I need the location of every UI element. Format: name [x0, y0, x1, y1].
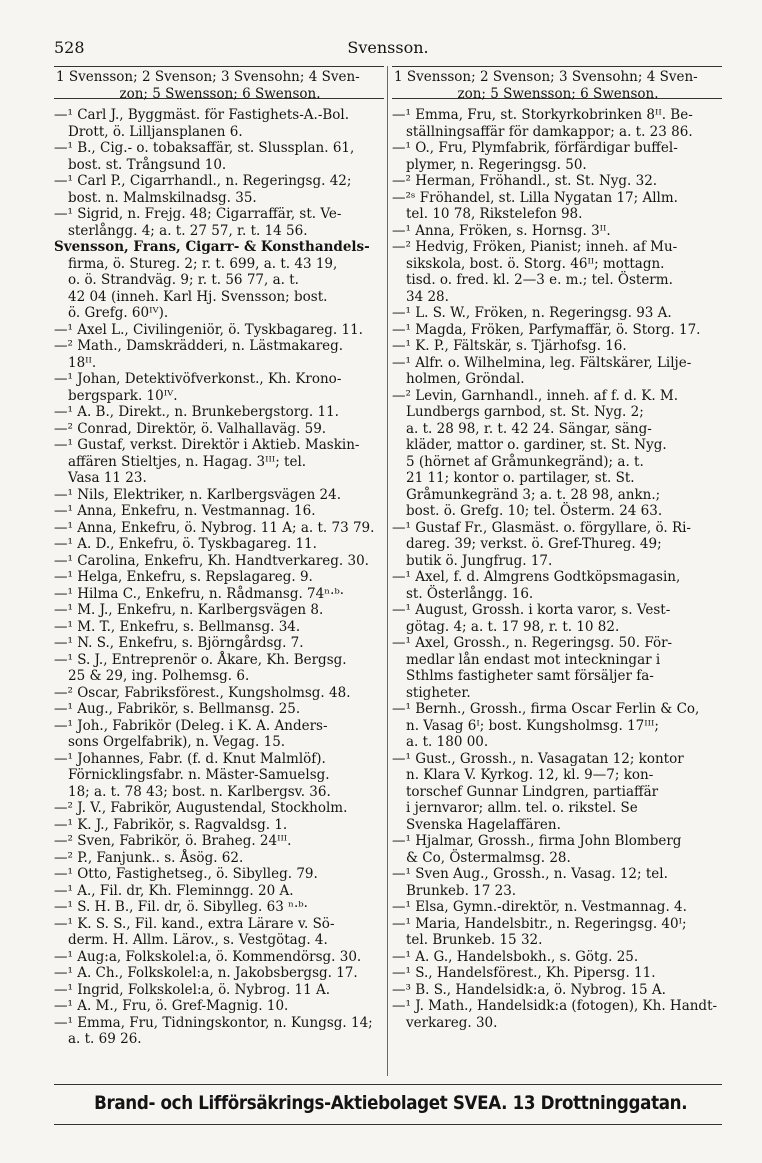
entry-line: —¹ N. S., Enkefru, s. Björngårdsg. 7. [54, 635, 304, 651]
entry-line: —¹ Emma, Fru, Tidningskontor, n. Kungsg. 14; [54, 1014, 373, 1031]
entry-line: Vasa 11 23. [68, 470, 147, 486]
entry-line: Gråmunkegränd 3; a. t. 28 98, ankn.; [406, 486, 661, 503]
entry-line: —² Math., Damskrädderi, n. Lästmakareg. [54, 338, 344, 354]
directory-entry [54, 965, 384, 982]
directory-entry [54, 850, 384, 867]
directory-entry [54, 140, 384, 173]
entry-line: —¹ Axel, Grossh., n. Regeringsg. 50. För- [392, 635, 673, 651]
directory-entry [392, 602, 722, 635]
entry-line: verkareg. 30. [406, 1014, 498, 1031]
directory-entry [392, 701, 722, 751]
entry-line: butik ö. Jungfrug. 17. [406, 552, 553, 569]
directory-entry [54, 817, 384, 834]
directory-entry [54, 338, 384, 371]
entry-line: —¹ Elsa, Gymn.-direktör, n. Vestmannag. 4. [392, 899, 687, 915]
entry-line: —¹ Ingrid, Folkskolel:a, ö. Nybrog. 11 A. [54, 981, 331, 998]
entry-line: —¹ Aug:a, Folkskolel:a, ö. Kommendörsg. 30. [54, 948, 362, 965]
directory-entry [54, 569, 384, 586]
advert-top-rule [54, 1084, 722, 1085]
entry-line: —¹ S., Handelsförest., Kh. Pipersg. 11. [392, 965, 656, 981]
directory-entry [54, 833, 384, 850]
entry-line: —¹ A., Fil. dr, Kh. Fleminngg. 20 A. [54, 882, 294, 899]
entry-line: —¹ Sven Aug., Grossh., n. Vasag. 12; tel. [392, 866, 668, 882]
entry-line: götag. 4; a. t. 17 98, r. t. 10 82. [406, 618, 620, 635]
spelling-variants-header [392, 66, 722, 102]
entry-line: tisd. o. fred. kl. 2—3 e. m.; tel. Österm. [406, 272, 673, 288]
entry-line: —¹ Johannes, Fabr. (f. d. Knut Malmlöf). [54, 750, 326, 767]
entry-line: —¹ Johan, Detektivöfverkonst., Kh. Krono- [54, 371, 342, 387]
entry-line: —¹ Hilma C., Enkefru, n. Rådmansg. 74ⁿ·ᵇ· [54, 585, 345, 602]
entry-line: —¹ Joh., Fabrikör (Deleg. i K. A. Anders- [54, 717, 328, 734]
entry-line: —²ˢ Fröhandel, st. Lilla Nygatan 17; Allm. [392, 189, 678, 206]
entry-line: —² J. V., Fabrikör, Augustendal, Stockholm. [54, 800, 348, 816]
directory-entry [392, 998, 722, 1031]
directory-entry [54, 239, 384, 322]
entry-line: & Co, Östermalmsg. 28. [406, 849, 571, 866]
directory-entry [54, 800, 384, 817]
entry-line: —¹ Gust., Grossh., n. Vasagatan 12; kontor [392, 750, 684, 767]
entry-line: —¹ Aug., Fabrikör, s. Bellmansg. 25. [54, 701, 301, 717]
entry-line: —² Levin, Garnhandl., inneh. af f. d. K. M. [392, 387, 679, 404]
entry-line: Förnicklingsfabr. n. Mäster-Samuelsg. [68, 767, 330, 783]
entry-line: st. Österlångg. 16. [406, 585, 534, 602]
directory-entry [54, 916, 384, 949]
entry-line: —¹ M. J., Enkefru, n. Karlbergsvägen 8. [54, 602, 324, 618]
entry-line: a. t. 180 00. [406, 734, 489, 750]
entry-line: —¹ Anna, Enkefru, n. Vestmannag. 16. [54, 503, 316, 519]
entry-line: —¹ Anna, Fröken, s. Hornsg. 3ᴵᴵ. [392, 222, 611, 239]
directory-entry [54, 899, 384, 916]
entry-line: n. Vasag 6ᴵ; bost. Kungsholmsg. 17ᴵᴵᴵ; [406, 717, 659, 734]
directory-entry [392, 866, 722, 899]
directory-entry [392, 635, 722, 701]
entry-line: —¹ A. D., Enkefru, ö. Tyskbagareg. 11. [54, 536, 317, 552]
directory-entry [392, 982, 722, 999]
entry-line: —¹ A. Ch., Folkskolel:a, n. Jakobsbergsg. 17. [54, 965, 358, 981]
directory-entry [54, 685, 384, 702]
columns [54, 66, 722, 1076]
column-divider [387, 66, 388, 1076]
entry-line: 5 (hörnet af Gråmunkegränd); a. t. [406, 453, 644, 470]
entry-line: a. t. 28 98, r. t. 42 24. Sängar, säng- [406, 420, 652, 437]
directory-entry [392, 833, 722, 866]
entry-line: bost. ö. Grefg. 10; tel. Österm. 24 63. [406, 503, 663, 519]
directory-entry [392, 388, 722, 520]
entry-line: tel. 10 78, Rikstelefon 98. [406, 206, 583, 222]
entry-line: —¹ A. G., Handelsbokh., s. Götg. 25. [392, 948, 639, 965]
directory-entry [54, 107, 384, 140]
entry-line: 42 04 (inneh. Karl Hj. Svensson; bost. [68, 288, 328, 305]
page-number: 528 [54, 38, 85, 57]
entry-line: —¹ Helga, Enkefru, s. Repslagareg. 9. [54, 569, 313, 585]
entry-line: —¹ S. H. B., Fil. dr, ö. Sibylleg. 63 ⁿ·ᵇ· [54, 899, 308, 915]
directory-entry [54, 883, 384, 900]
page-header [54, 38, 722, 62]
entry-line: bost. st. Trångsund 10. [68, 156, 227, 173]
entry-line: —¹ Carolina, Enkefru, Kh. Handtverkareg. 30. [54, 552, 369, 569]
entry-line: —¹ Otto, Fastighetseg., ö. Sibylleg. 79. [54, 866, 318, 882]
entry-line: i jernvaror; allm. tel. o. rikstel. Se [406, 800, 638, 816]
entry-line: —² Conrad, Direktör, ö. Valhallaväg. 59. [54, 420, 327, 437]
entry-line: —¹ Sigrid, n. Frejg. 48; Cigarraffär, st. Ve- [54, 206, 342, 222]
directory-entry [54, 998, 384, 1015]
entry-line: sons Orgelfabrik), n. Vegag. 15. [68, 734, 286, 750]
entry-line: bost. n. Malmskilnadsg. 35. [68, 189, 257, 206]
directory-entry [392, 899, 722, 916]
directory-entry [54, 536, 384, 553]
entry-line: —¹ Magda, Fröken, Parfymaffär, ö. Storg. 17. [392, 321, 701, 338]
entry-line: Sthlms fastigheter samt försäljer fa- [406, 668, 654, 684]
directory-entry [54, 718, 384, 751]
directory-entry [54, 553, 384, 570]
entry-line: n. Klara V. Kyrkog. 12, kl. 9—7; kon- [406, 767, 654, 783]
entry-line: dareg. 39; verkst. ö. Gref-Thureg. 49; [406, 536, 662, 552]
directory-entry [54, 949, 384, 966]
entry-line: —² P., Fanjunk.. s. Åsög. 62. [54, 849, 244, 866]
directory-entry [392, 173, 722, 190]
entry-line: —² Oscar, Fabriksförest., Kungsholmsg. 48. [54, 684, 351, 701]
advert-bottom-rule [54, 1124, 722, 1125]
entry-line: holmen, Gröndal. [406, 371, 525, 387]
directory-entry [392, 305, 722, 322]
directory-entry [392, 916, 722, 949]
directory-entry [54, 371, 384, 404]
entry-line: —¹ Hjalmar, Grossh., firma John Blomberg [392, 833, 682, 849]
entry-line: Svenska Hagelaffären. [406, 816, 561, 833]
entry-line: 18; a. t. 78 43; bost. n. Karlbergsv. 36. [68, 783, 331, 800]
entry-line: —¹ K. S. S., Fil. kand., extra Lärare v. Sö- [54, 915, 335, 932]
entry-line: —¹ Anna, Enkefru, ö. Nybrog. 11 A; a. t. 73 79. [54, 519, 375, 536]
entry-line: —¹ Emma, Fru, st. Storkyrkobrinken 8ᴵᴵ. Be- [392, 107, 693, 123]
entry-line: —¹ Gustaf Fr., Glasmäst. o. förgyllare, ö. Ri- [392, 519, 691, 536]
directory-entry [392, 239, 722, 305]
entry-line: derm. H. Allm. Lärov., s. Vestgötag. 4. [68, 932, 328, 948]
entry-line: 25 & 29, ing. Polhemsg. 6. [68, 668, 250, 684]
directory-entry [392, 965, 722, 982]
entry-line: —¹ Axel L., Civilingeniör, ö. Tyskbagareg. 11. [54, 321, 363, 338]
directory-entry [392, 322, 722, 339]
entry-line: —¹ Bernh., Grossh., firma Oscar Ferlin & Co, [392, 701, 700, 717]
entry-line: kläder, mattor o. gardiner, st. St. Nyg. [406, 437, 667, 453]
entry-line: a. t. 69 26. [68, 1031, 142, 1047]
entry-line: —¹ Maria, Handelsbitr., n. Regeringsg. 40ᴵ; [392, 915, 687, 932]
running-head: Svensson. [347, 38, 429, 57]
entry-line: torschef Gunnar Lindgren, partiaffär [406, 783, 659, 800]
entry-line: —¹ M. T., Enkefru, s. Bellmansg. 34. [54, 618, 301, 635]
entry-line: —¹ Alfr. o. Wilhelmina, leg. Fältskärer, Lilje- [392, 354, 692, 371]
entry-line: —² Hedvig, Fröken, Pianist; inneh. af Mu- [392, 239, 678, 255]
entry-line: sikskola, bost. ö. Storg. 46ᴵᴵ; mottagn. [406, 255, 665, 272]
spelling-variants-header [54, 66, 384, 102]
entry-line: Lundbergs garnbod, st. St. Nyg. 2; [406, 404, 644, 420]
directory-entry [54, 866, 384, 883]
directory-entry [54, 404, 384, 421]
entry-line: —¹ A. M., Fru, ö. Gref-Magnig. 10. [54, 998, 289, 1014]
header-line: 1 Svensson; 2 Svenson; 3 Svensohn; 4 Sven- [394, 69, 698, 85]
entry-line: 21 11; kontor o. partilager, st. St. [406, 470, 635, 486]
directory-entry [392, 140, 722, 173]
entry-line: ö. Grefg. 60ᴵⱽ). [68, 305, 169, 321]
directory-entry [54, 982, 384, 999]
entry-line: —¹ K. P., Fältskär, s. Tjärhofsg. 16. [392, 338, 627, 354]
entry-line: —¹ Nils, Elektriker, n. Karlbergsvägen 24. [54, 486, 342, 503]
directory-entry [54, 635, 384, 652]
entry-line: tel. Brunkeb. 15 32. [406, 932, 543, 948]
advert-banner: Brand- och Lifförsäkrings-Aktiebolaget SVEA. 13 Drottninggatan. [94, 1092, 688, 1114]
entry-line: —¹ A. B., Direkt., n. Brunkebergstorg. 11. [54, 404, 339, 420]
directory-entry [54, 206, 384, 239]
directory-entry [54, 520, 384, 537]
entry-line: —¹ B., Cig.- o. tobaksaffär, st. Slussplan. 61, [54, 140, 355, 156]
entry-line: —¹ August, Grossh. i korta varor, s. Vest- [392, 602, 671, 618]
directory-entry [392, 107, 722, 140]
header-line: zon; 5 Swensson; 6 Swenson. [119, 85, 321, 102]
directory-entry [54, 602, 384, 619]
entry-line: firma, ö. Stureg. 2; r. t. 699, a. t. 43 19, [68, 255, 338, 272]
left-entries [54, 107, 384, 1048]
entry-line: Svensson, Frans, Cigarr- & Konsthandels- [54, 239, 370, 255]
entry-line: —¹ J. Math., Handelsidk:a (fotogen), Kh. Handt- [392, 998, 718, 1014]
directory-entry [392, 338, 722, 355]
entry-line: —¹ Gustaf, verkst. Direktör i Aktieb. Maskin- [54, 437, 360, 453]
entry-line: 18ᴵᴵ. [68, 354, 97, 371]
header-line: zon; 5 Swensson; 6 Swenson. [457, 85, 659, 102]
entry-line: —² Sven, Fabrikör, ö. Braheg. 24ᴵᴵᴵ. [54, 833, 292, 849]
entry-line: —³ B. S., Handelsidk:a, ö. Nybrog. 15 A. [392, 981, 666, 998]
directory-entry [54, 421, 384, 438]
entry-line: —¹ O., Fru, Plymfabrik, förfärdigar buffel- [392, 140, 678, 156]
directory-entry [54, 503, 384, 520]
entry-line: 34 28. [406, 288, 449, 305]
directory-entry [54, 701, 384, 718]
entry-line: o. ö. Strandväg. 9; r. t. 56 77, a. t. [68, 272, 299, 288]
directory-entry [392, 223, 722, 240]
directory-entry [54, 619, 384, 636]
entry-line: plymer, n. Regeringsg. 50. [406, 156, 587, 173]
entry-line: —² Herman, Fröhandl., st. St. Nyg. 32. [392, 173, 658, 189]
entry-line: bergspark. 10ᴵⱽ. [68, 387, 178, 404]
entry-line: sterlångg. 4; a. t. 27 57, r. t. 14 56. [68, 222, 308, 239]
directory-entry [392, 520, 722, 570]
entry-line: ställningsaffär för damkappor; a. t. 23 86. [406, 123, 693, 140]
directory-entry [392, 569, 722, 602]
entry-line: —¹ S. J., Entreprenör o. Åkare, Kh. Bergsg. [54, 651, 347, 668]
entry-line: —¹ K. J., Fabrikör, s. Ragvaldsg. 1. [54, 816, 288, 833]
entry-line: stigheter. [406, 684, 471, 701]
directory-entry [54, 322, 384, 339]
directory-entry [54, 437, 384, 487]
directory-entry [54, 751, 384, 801]
entry-line: —¹ Axel, f. d. Almgrens Godtköpsmagasin, [392, 569, 681, 585]
right-entries [392, 107, 722, 1031]
left-column [54, 66, 384, 1048]
entry-line: affären Stieltjes, n. Hagag. 3ᴵᴵᴵ; tel. [68, 453, 307, 470]
entry-line: Drott, ö. Lilljansplanen 6. [68, 123, 243, 140]
directory-entry [392, 355, 722, 388]
entry-line: —¹ L. S. W., Fröken, n. Regeringsg. 93 A. [392, 305, 672, 321]
directory-entry [392, 949, 722, 966]
right-column [392, 66, 722, 1031]
directory-entry [54, 586, 384, 603]
directory-entry [54, 173, 384, 206]
entry-line: —¹ Carl J., Byggmäst. för Fastighets-A.-Bol. [54, 107, 350, 123]
entry-line: Brunkeb. 17 23. [406, 882, 517, 899]
directory-entry [54, 652, 384, 685]
directory-entry [54, 487, 384, 504]
header-line: 1 Svensson; 2 Svenson; 3 Svensohn; 4 Sven- [56, 69, 360, 85]
entry-line: medlar lån endast mot inteckningar i [406, 651, 661, 668]
directory-entry [392, 190, 722, 223]
directory-entry [54, 1015, 384, 1048]
directory-entry [392, 751, 722, 834]
entry-line: —¹ Carl P., Cigarrhandl., n. Regeringsg. 42; [54, 173, 352, 189]
